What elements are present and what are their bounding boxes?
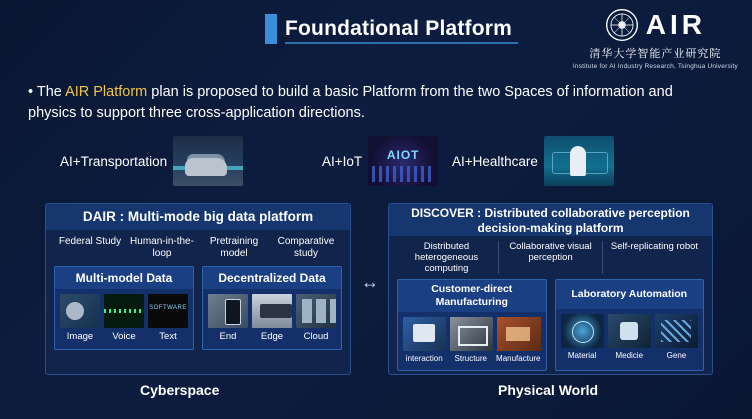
capability-self-replicating-robot: Self-replicating robot (610, 241, 699, 252)
caption-structure: Structure (454, 354, 487, 363)
car-road-photo (173, 136, 243, 186)
decentralized-data-images (203, 289, 341, 330)
app-transportation-label: AI+Transportation (60, 153, 168, 169)
dair-panel (45, 203, 351, 375)
voice-waveform-sample (104, 294, 144, 328)
caption-gene: Gene (666, 351, 687, 360)
laboratory-automation-title: Laboratory Automation (556, 280, 704, 309)
discover-subpanels (389, 277, 712, 379)
dair-method-federal-study: Federal Study (58, 236, 122, 247)
caption-cloud: Cloud (303, 331, 329, 342)
application-directions (60, 128, 700, 188)
caption-edge: Edge (260, 331, 284, 342)
caption-text: Text (159, 331, 177, 342)
multi-model-data-title: Multi-model Data (55, 267, 193, 289)
end-device (208, 294, 248, 328)
slide-title (265, 14, 518, 44)
material-photo (561, 314, 604, 348)
discover-panel (388, 203, 713, 375)
app-healthcare-label: AI+Healthcare (452, 153, 538, 169)
medicine-photo (608, 314, 651, 348)
app-iot (322, 136, 438, 186)
multi-model-data-captions (55, 330, 193, 344)
footer-cyberspace-label: Cyberspace (140, 382, 220, 398)
manufacture-photo (497, 317, 540, 351)
logo-wordmark: AIR (645, 9, 707, 40)
dair-method-pretraining-model: Pretraining model (209, 236, 259, 259)
discover-header-line2: decision-making platform (477, 221, 624, 235)
bullet-paragraph (28, 82, 688, 124)
dair-methods-row (46, 230, 350, 264)
dair-method-human-in-the-loop: Human-in-the-loop (130, 236, 194, 259)
image-sample (60, 294, 100, 328)
decentralized-data-captions (203, 330, 341, 344)
cdm-title-line1: Customer-direct (431, 283, 513, 295)
lab-automation-images (556, 309, 704, 350)
caption-medicie: Medicie (615, 351, 644, 360)
customer-direct-manufacturing-subpanel (397, 279, 547, 371)
caption-voice: Voice (112, 331, 136, 342)
dair-method-comparative-study: Comparative study (277, 236, 335, 259)
caption-interaction: interaction (405, 354, 443, 363)
decentralized-data-title: Decentralized Data (203, 267, 341, 289)
app-transportation (60, 136, 243, 186)
structure-photo (450, 317, 493, 351)
caption-material: Material (567, 351, 597, 360)
bullet-rest: plan is proposed to build a basic Platform from the two Spaces of information and physics to support three cross-application directions. (28, 84, 673, 121)
bullet-prefix: • The (28, 84, 66, 100)
multi-model-data-subpanel (54, 266, 194, 350)
logo-english-name: Institute for AI Industry Research, Tsinghua University (572, 63, 738, 70)
logo-chinese-name: 清华大学智能产业研究院 (589, 48, 722, 60)
discover-capabilities-row (389, 236, 712, 277)
capability-collaborative-visual-perception: Collaborative visual perception (499, 241, 603, 274)
discover-header (389, 204, 712, 236)
capability-distributed-heterogeneous-computing: Distributed heterogeneous computing (395, 241, 499, 274)
lab-automation-captions (556, 350, 704, 362)
app-healthcare (452, 136, 614, 186)
doctor-hologram-photo (544, 136, 614, 186)
air-shield-icon (605, 8, 639, 42)
cdm-images (398, 312, 546, 353)
title-text: Foundational Platform (285, 14, 518, 44)
air-logo (573, 8, 738, 70)
caption-manufacture: Manufacture (496, 354, 541, 363)
cdm-captions (398, 353, 546, 365)
multi-model-data-images (55, 289, 193, 330)
text-sample (148, 294, 188, 328)
caption-image: Image (66, 331, 94, 342)
cloud-datacenter (296, 294, 336, 328)
decentralized-data-subpanel (202, 266, 342, 350)
aiot-city-photo (368, 136, 438, 186)
bullet-highlight: AIR Platform (65, 84, 148, 100)
footer-physical-world-label: Physical World (498, 382, 599, 398)
bidirectional-arrow-icon: ↔ (361, 271, 379, 292)
customer-direct-manufacturing-title (398, 280, 546, 312)
caption-end: End (219, 331, 237, 342)
cdm-title-line2: Manufacturing (435, 296, 508, 308)
interaction-photo (403, 317, 446, 351)
title-accent-bar (265, 14, 277, 44)
dair-header: DAIR : Multi-mode big data platform (46, 204, 350, 230)
dair-subpanels (46, 264, 350, 358)
logo-top-row (605, 8, 706, 42)
discover-header-line1: DISCOVER : Distributed collaborative perception (411, 206, 690, 220)
app-iot-label: AI+IoT (322, 153, 363, 169)
edge-server (252, 294, 292, 328)
laboratory-automation-subpanel (555, 279, 705, 371)
gene-photo (655, 314, 698, 348)
